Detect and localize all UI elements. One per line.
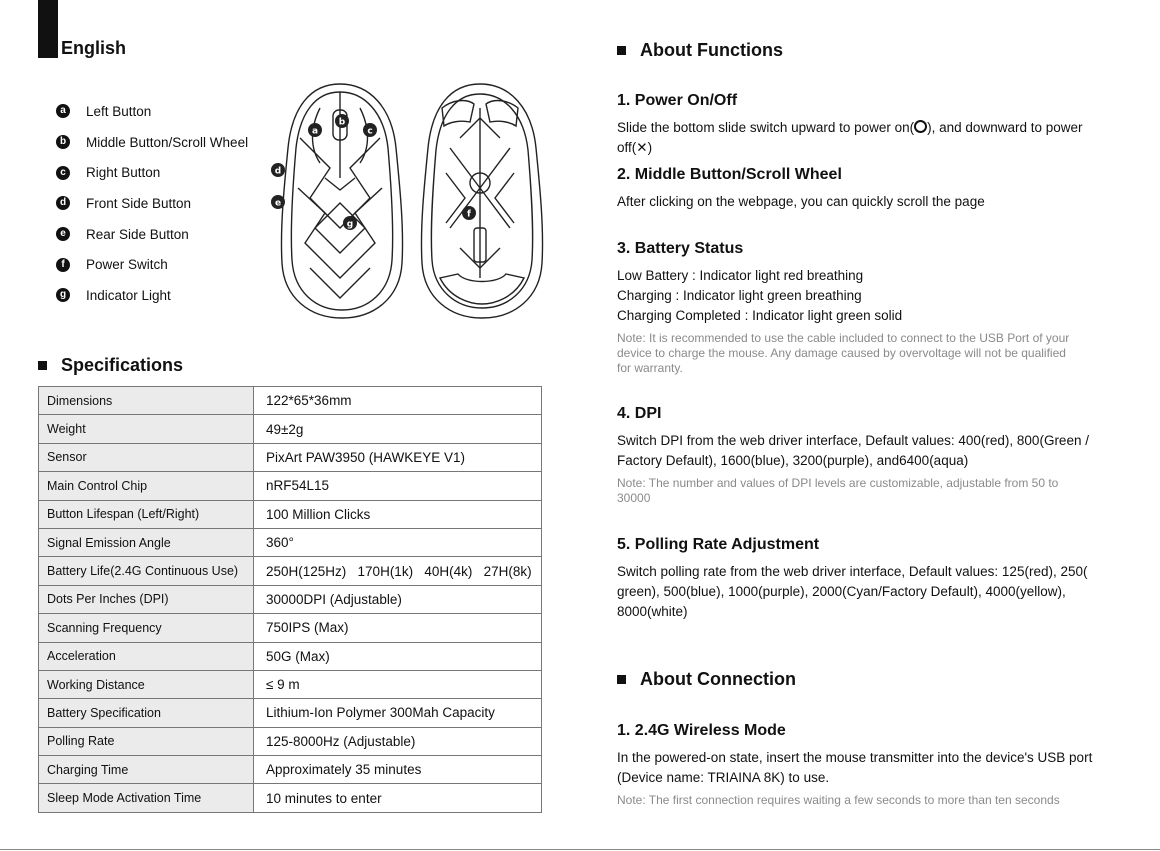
callout-e <box>271 195 285 209</box>
callout-b-label: b <box>338 117 346 128</box>
spec-value: Approximately 35 minutes <box>254 756 542 784</box>
spec-value: 10 minutes to enter <box>254 784 542 812</box>
middle-button-text: After clicking on the webpage, you can quickly scroll the page <box>617 194 985 209</box>
battery-heading: 3. Battery Status <box>617 240 744 257</box>
power-text-start: Slide the bottom slide switch upward to power on( <box>617 120 915 135</box>
callout-g-label: g <box>346 219 354 230</box>
table-row <box>39 642 542 670</box>
power-heading: 1. Power On/Off <box>617 92 738 109</box>
spec-key: Button Lifespan (Left/Right) <box>39 500 254 528</box>
dpi-heading: 4. DPI <box>617 405 662 422</box>
bottom-divider <box>0 849 1160 850</box>
spec-key: Dots Per Inches (DPI) <box>39 585 254 613</box>
polling-heading: 5. Polling Rate Adjustment <box>617 536 820 553</box>
dpi-line1: Switch DPI from the web driver interface, Default values: 400(red), 800(Green / <box>617 433 1089 448</box>
callout-b <box>335 114 349 128</box>
table-row <box>39 387 542 415</box>
legend-label: Front Side Button <box>86 195 192 211</box>
table-row <box>39 443 542 471</box>
legend-label: Left Button <box>86 103 152 119</box>
table-row <box>39 784 542 812</box>
specifications-heading <box>38 355 183 376</box>
legend-item <box>56 280 248 311</box>
square-bullet-icon <box>38 361 47 370</box>
battery-note-line1: Note: It is recommended to use the cable included to connect to the USB Port of your <box>617 331 1070 345</box>
legend-badge: f <box>56 258 70 272</box>
spec-key: Dimensions <box>39 387 254 415</box>
callout-c <box>363 123 377 137</box>
table-row <box>39 557 542 585</box>
legend-item <box>56 157 248 188</box>
square-bullet-icon <box>617 675 626 684</box>
spec-value: 125-8000Hz (Adjustable) <box>254 727 542 755</box>
table-row <box>39 614 542 642</box>
language-title: English <box>61 38 127 58</box>
wireless-line2: (Device name: TRIAINA 8K) to use. <box>617 770 830 785</box>
spec-key: Charging Time <box>39 756 254 784</box>
spec-key: Weight <box>39 415 254 443</box>
table-row <box>39 670 542 698</box>
spec-value: 100 Million Clicks <box>254 500 542 528</box>
callout-d <box>271 163 285 177</box>
polling-line3: 8000(white) <box>617 604 688 619</box>
battery-note-line3: for warranty. <box>617 361 683 375</box>
legend-label: Right Button <box>86 165 161 181</box>
middle-button-heading: 2. Middle Button/Scroll Wheel <box>617 166 842 183</box>
about-functions-title: About Functions <box>640 40 783 60</box>
spec-key: Sensor <box>39 443 254 471</box>
power-off-text-end: ) <box>647 140 653 155</box>
legend-badge: e <box>56 227 70 241</box>
spec-key: Main Control Chip <box>39 472 254 500</box>
spec-value: ≤ 9 m <box>254 670 542 698</box>
legend-item <box>56 249 248 280</box>
square-bullet-icon <box>617 46 626 55</box>
spec-key: Sleep Mode Activation Time <box>39 784 254 812</box>
table-row <box>39 415 542 443</box>
legend-badge: a <box>56 104 70 118</box>
dpi-line2: Factory Default), 1600(blue), 3200(purple), and6400(aqua) <box>617 453 969 468</box>
callout-d-label: d <box>274 166 282 177</box>
table-row <box>39 472 542 500</box>
table-row <box>39 585 542 613</box>
table-row <box>39 756 542 784</box>
spec-value: 30000DPI (Adjustable) <box>254 585 542 613</box>
spec-value: PixArt PAW3950 (HAWKEYE V1) <box>254 443 542 471</box>
wireless-note: Note: The first connection requires waiting a few seconds to more than ten seconds <box>617 793 1060 807</box>
callout-f <box>462 206 476 220</box>
table-row <box>39 699 542 727</box>
legend-badge: b <box>56 135 70 149</box>
wireless-heading: 1. 2.4G Wireless Mode <box>617 722 786 739</box>
spec-value: 360° <box>254 528 542 556</box>
spec-key: Signal Emission Angle <box>39 528 254 556</box>
spec-key: Battery Life(2.4G Continuous Use) <box>39 557 254 585</box>
wireless-line1: In the powered-on state, insert the mouse transmitter into the device's USB port <box>617 750 1093 765</box>
spec-value: 750IPS (Max) <box>254 614 542 642</box>
spec-value: 49±2g <box>254 415 542 443</box>
callout-f-label: f <box>467 209 471 220</box>
table-row <box>39 528 542 556</box>
callout-a-label: a <box>311 126 319 137</box>
legend-badge: g <box>56 288 70 302</box>
power-text-end: ), and downward to power <box>927 120 1083 135</box>
battery-line3: Charging Completed : Indicator light green solid <box>617 308 903 323</box>
spec-key: Scanning Frequency <box>39 614 254 642</box>
legend-item <box>56 219 248 250</box>
legend-badge: d <box>56 196 70 210</box>
legend-label: Middle Button/Scroll Wheel <box>86 134 249 150</box>
spec-key: Battery Specification <box>39 699 254 727</box>
callout-c-label: c <box>367 126 373 137</box>
spec-value: 250H(125Hz) 170H(1k) 40H(4k) 27H(8k) <box>254 557 542 585</box>
parts-legend <box>56 96 248 311</box>
battery-note-line2: device to charge the mouse. Any damage caused by overvoltage will not be qualified <box>617 346 1066 360</box>
power-off-text: off( <box>617 140 637 155</box>
specifications-title: Specifications <box>61 355 184 375</box>
battery-line2: Charging : Indicator light green breathing <box>617 288 862 303</box>
legend-item <box>56 127 248 158</box>
legend-label: Power Switch <box>86 257 168 273</box>
polling-line2: green), 500(blue), 1000(purple), 2000(Cyan/Factory Default), 4000(yellow), <box>617 584 1066 599</box>
about-connection-title: About Connection <box>640 669 796 689</box>
spec-value: nRF54L15 <box>254 472 542 500</box>
mouse-diagram <box>270 78 550 323</box>
legend-label: Indicator Light <box>86 287 171 303</box>
spec-value: 50G (Max) <box>254 642 542 670</box>
table-row <box>39 727 542 755</box>
callout-a <box>308 123 322 137</box>
power-off-cross-icon: ✕ <box>636 140 648 155</box>
language-marker-bar <box>38 0 58 58</box>
power-on-circle-icon <box>914 120 927 133</box>
about-connection-heading <box>617 669 796 690</box>
table-row <box>39 500 542 528</box>
spec-key: Polling Rate <box>39 727 254 755</box>
callout-e-label: e <box>274 198 282 209</box>
legend-label: Rear Side Button <box>86 226 189 242</box>
specifications-table <box>38 386 542 813</box>
power-text-line1 <box>617 118 1083 138</box>
legend-item <box>56 188 248 219</box>
legend-badge: c <box>56 166 70 180</box>
battery-line1: Low Battery : Indicator light red breathing <box>617 268 864 283</box>
callout-g <box>343 216 357 230</box>
spec-key: Working Distance <box>39 670 254 698</box>
dpi-note-line2: 30000 <box>617 491 651 505</box>
spec-key: Acceleration <box>39 642 254 670</box>
legend-item <box>56 96 248 127</box>
spec-value: Lithium-Ion Polymer 300Mah Capacity <box>254 699 542 727</box>
power-text-line2 <box>617 138 652 158</box>
spec-value: 122*65*36mm <box>254 387 542 415</box>
about-functions-heading <box>617 40 783 61</box>
polling-line1: Switch polling rate from the web driver interface, Default values: 125(red), 250( <box>617 564 1088 579</box>
dpi-note-line1: Note: The number and values of DPI levels are customizable, adjustable from 50 to <box>617 476 1059 490</box>
